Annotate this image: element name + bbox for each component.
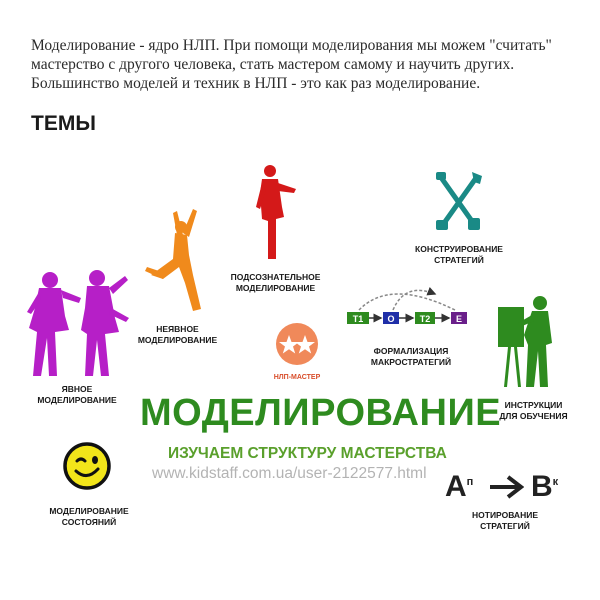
intro-paragraph: Моделирование - ядро НЛП. При помощи моделирования мы можем "считать" мастерство с другого человека, стать мастером самому и научить других. Большинство моделей и техник в НЛП - это как раз моделирование. [31,37,552,92]
tools-icon [432,170,484,232]
nlp-master-label: НЛП-МАСТЕР [273,374,321,381]
strategy-design-label: КОНСТРУИРОВАНИЕ СТРАТЕГИЙ [415,244,503,265]
watermark-url: www.kidstaff.com.ua/user-2122577.html [152,465,427,482]
nlp-master-badge-icon [275,322,319,366]
subconscious-modeling-label: ПОДСОЗНАТЕЛЬНОЕ МОДЕЛИРОВАНИЕ [230,272,321,293]
notation-formula-a: $A^п$ [445,470,474,503]
tote-t2-text: T2 [419,314,431,324]
implicit-modeling-label: НЕЯВНОЕ МОДЕЛИРОВАНИЕ [137,324,218,345]
tote-t1-text: T1 [352,314,364,324]
right-arrow-icon [488,474,524,500]
explicit-modeling-figures [25,268,130,380]
instructions-label: ИНСТРУКЦИИ ДЛЯ ОБУЧЕНИЯ [499,400,568,421]
tote-o-text: O [387,314,395,324]
macro-formalization-label: ФОРМАЛИЗАЦИЯ МАКРОСТРАТЕГИЙ [370,346,452,367]
tote-diagram [345,280,470,330]
modeling-subtitle: ИЗУЧАЕМ СТРУКТУРУ МАСТЕРСТВА [168,445,447,462]
tote-e-text: E [455,314,463,324]
topics-heading: ТЕМЫ [31,112,96,135]
winking-smiley-icon [62,441,112,491]
states-modeling-label: МОДЕЛИРОВАНИЕ СОСТОЯНИЙ [49,506,129,527]
modeling-title: МОДЕЛИРОВАНИЕ [140,392,502,434]
notation-strategies-label: НОТИРОВАНИЕ СТРАТЕГИЙ [472,510,538,531]
notation-formula-b: $B^к$ [531,470,559,503]
teacher-at-board-figure [494,295,560,390]
explicit-modeling-label: ЯВНОЕ МОДЕЛИРОВАНИЕ [37,384,117,405]
subconscious-modeling-presenter [248,163,300,263]
implicit-modeling-dancer [143,205,205,315]
